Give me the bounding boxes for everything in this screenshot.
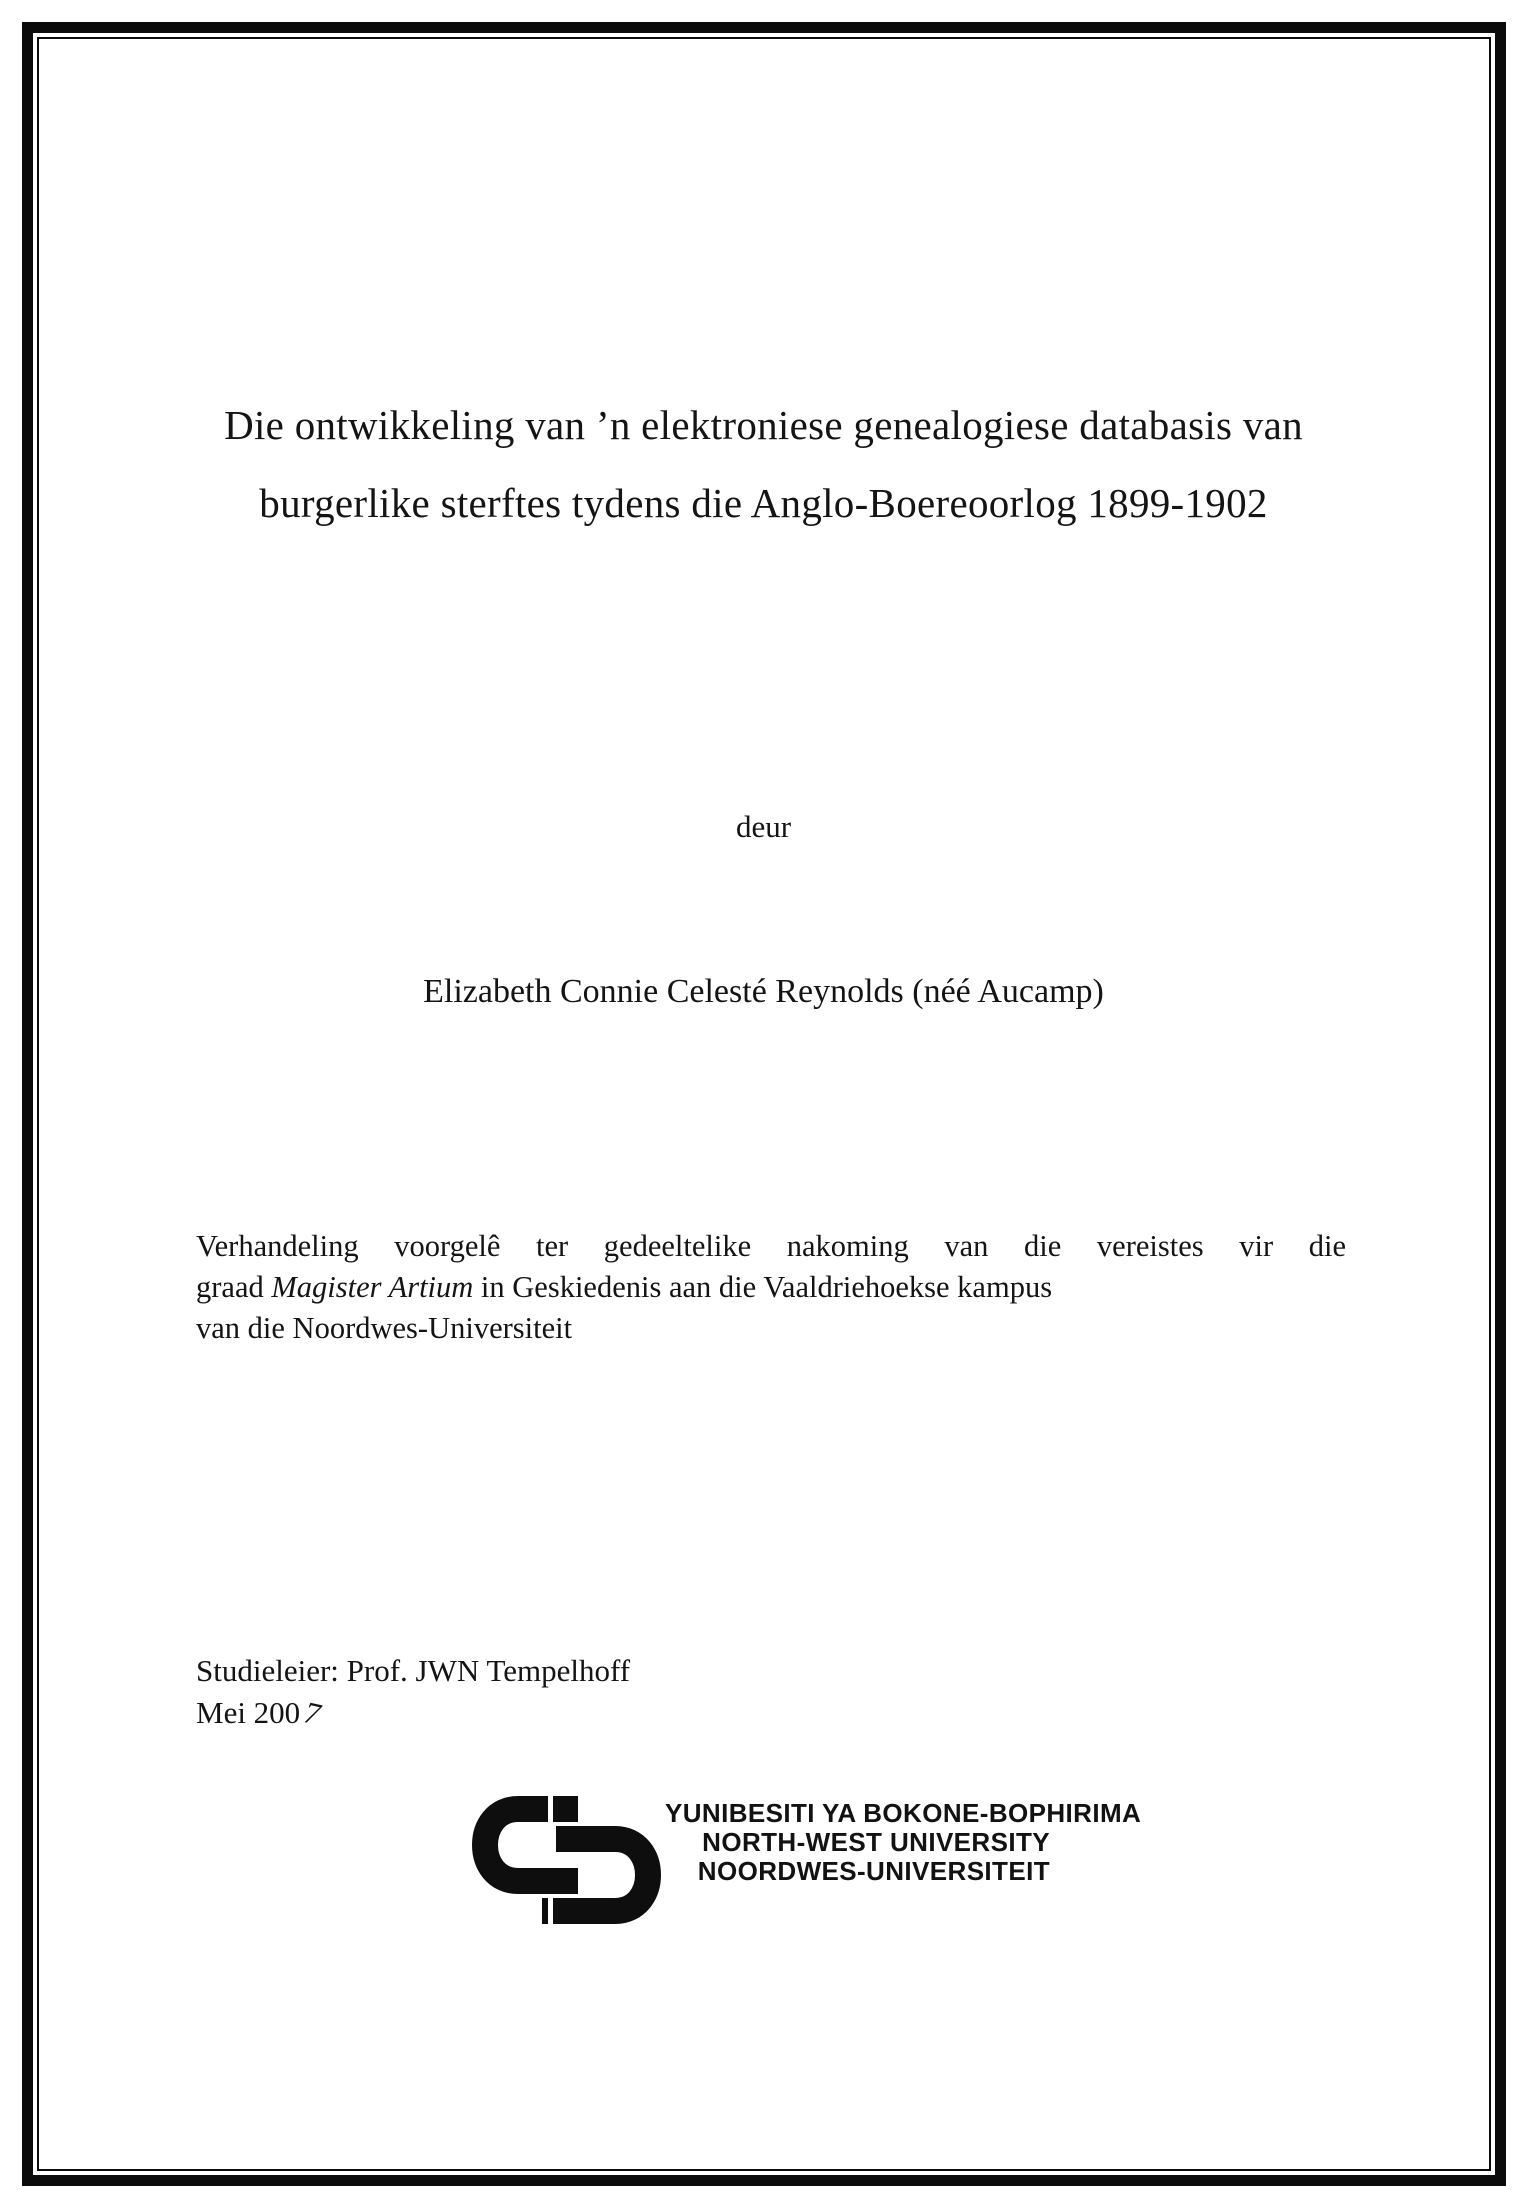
logo-line-afrikaans: NOORDWES-UNIVERSITEIT — [697, 1856, 1050, 1886]
author-name: Elizabeth Connie Celesté Reynolds (néé Aucamp) — [423, 973, 1104, 1010]
supervisor-line: Studieleier: Prof. JWN Tempelhoff — [196, 1653, 631, 1688]
title-line-2: burgerlike sterftes tydens die Anglo-Boereoorlog 1899-1902 — [259, 480, 1268, 526]
page-title — [130, 386, 1397, 542]
degree-statement — [196, 1226, 1346, 1349]
statement-line-1: Verhandeling voorgelê ter gedeeltelike nakoming van die vereistes vir die — [196, 1229, 1346, 1263]
date-last-digit: 7 — [298, 1695, 327, 1732]
logo-line-setswana: YUNIBESITI YA BOKONE-BOPHIRIMA — [665, 1798, 1142, 1828]
logo-line-english: NORTH-WEST UNIVERSITY — [702, 1827, 1050, 1857]
date-line — [196, 1692, 630, 1734]
date-prefix: Mei 200 — [196, 1695, 301, 1730]
statement-line-3: van die Noordwes-Universiteit — [196, 1311, 573, 1345]
nwu-chain-links-icon — [468, 1796, 665, 1926]
degree-name-italic: Magister Artium — [271, 1270, 474, 1304]
title-line-1: Die ontwikkeling van ’n elektroniese genealogiese databasis van — [224, 402, 1303, 448]
university-logo — [468, 1796, 1142, 1926]
statement-line-2-pre: graad — [196, 1270, 272, 1304]
logo-text-block — [665, 1798, 1142, 1886]
statement-line-2-post: in Geskiedenis aan die Vaaldriehoekse kampus — [473, 1270, 1053, 1304]
supervisor-block — [196, 1650, 630, 1734]
byline-deur: deur — [735, 809, 792, 844]
statement-line-2 — [196, 1267, 1346, 1308]
